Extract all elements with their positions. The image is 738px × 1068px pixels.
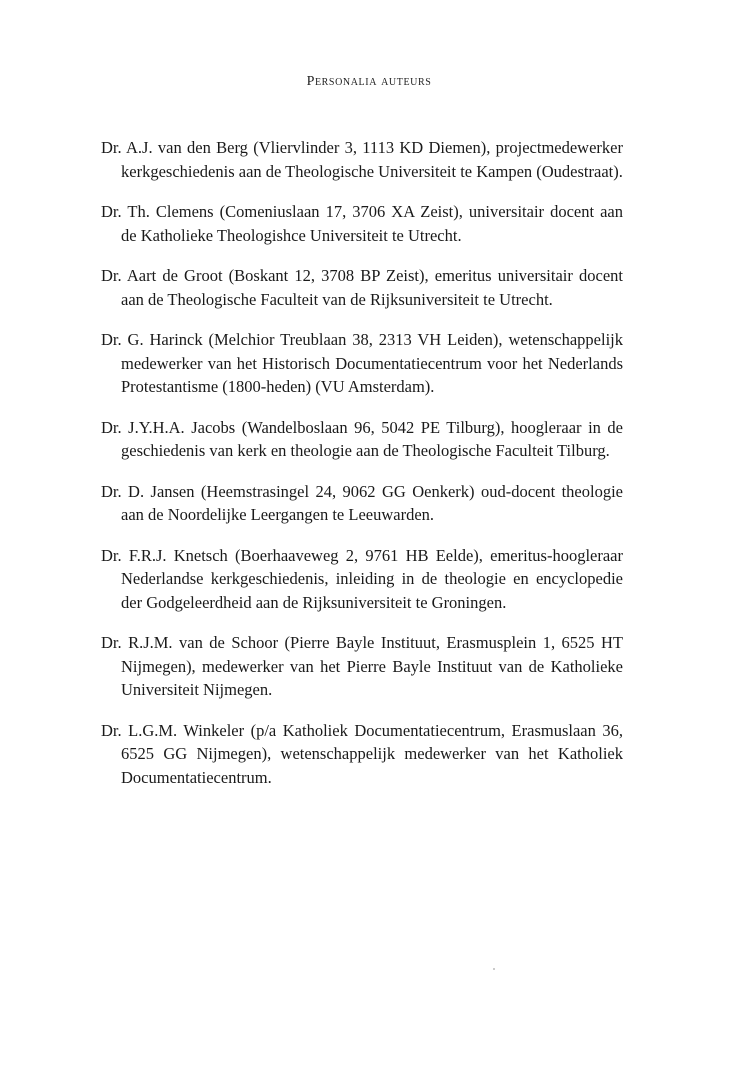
scan-speck (493, 968, 495, 970)
author-entry-winkeler: Dr. L.G.M. Winkeler (p/a Katholiek Documentatiecentrum, Erasmuslaan 36, 6525 GG Nijmegen), wetenschappelijk medewerker van het Katholiek Documentatiecentrum. (101, 720, 623, 787)
author-entry-jansen: Dr. D. Jansen (Heemstrasingel 24, 9062 GG Oenkerk) oud-docent theologie aan de Noordelijke Leergangen te Leeuwarden. (101, 481, 623, 524)
author-entry-harinck: Dr. G. Harinck (Melchior Treublaan 38, 2313 VH Leiden), wetenschappelijk medewerker van het Historisch Documentatiecentrum voor het Nederlands Protestantisme (1800-heden) (VU Amsterdam). (101, 330, 623, 396)
author-entry-jacobs: Dr. J.Y.H.A. Jacobs (Wandelboslaan 96, 5042 PE Tilburg), hoogleraar in de geschiedenis van kerk en theologie aan de Theologische Faculteit Tilburg. (101, 417, 623, 460)
page-title: Personalia auteurs (306, 74, 432, 89)
author-entry-knetsch: Dr. F.R.J. Knetsch (Boerhaaveweg 2, 9761 HB Eelde), emeritus-hoogleraar Nederlandse kerkgeschiedenis, inleiding in de theologie en encyclopedie der Godgeleerdheid aan de Rijksuniversiteit te Groningen. (101, 545, 623, 612)
author-entry-van-de-schoor: Dr. R.J.M. van de Schoor (Pierre Bayle Instituut, Erasmusplein 1, 6525 HT Nijmegen), medewerker van het Pierre Bayle Instituut van de Katholieke Universiteit Nijmegen. (101, 633, 623, 699)
author-list (101, 136, 623, 806)
author-entry-berg: Dr. A.J. van den Berg (Vliervlinder 3, 1113 KD Diemen), projectmedewerker kerkgeschiedenis aan de Theologische Universiteit te Kampen (Oudestraat). (101, 138, 623, 181)
author-entry-clemens: Dr. Th. Clemens (Comeniuslaan 17, 3706 XA Zeist), universitair docent aan de Katholieke Theologishce Universiteit te Utrecht. (101, 202, 623, 245)
author-entry-de-groot: Dr. Aart de Groot (Boskant 12, 3708 BP Zeist), emeritus universitair docent aan de Theologische Faculteit van de Rijksuniversiteit te Utrecht. (101, 266, 623, 309)
